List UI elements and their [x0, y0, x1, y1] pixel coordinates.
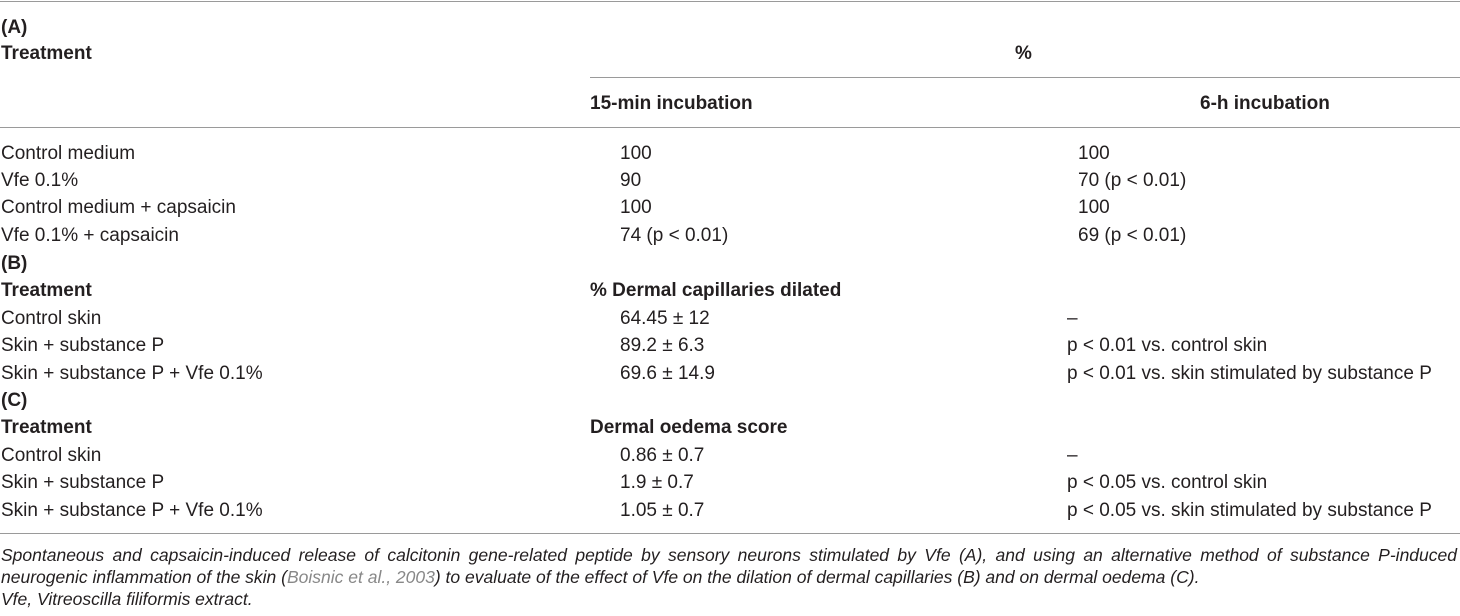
treatment-cell: Control skin: [1, 445, 102, 466]
value-cell: 69.6 ± 14.9: [620, 363, 715, 384]
treatment-cell: Control medium + capsaicin: [1, 197, 236, 218]
treatment-cell: Control medium: [1, 143, 136, 164]
table-row: [0, 140, 1460, 167]
note-cell: –: [1067, 308, 1078, 329]
section-b-value-header: % Dermal capillaries dilated: [590, 280, 842, 301]
value-cell: 89.2 ± 6.3: [620, 335, 705, 356]
section-c-value-header: Dermal oedema score: [590, 417, 788, 438]
section-b-label: (B): [1, 253, 28, 274]
col-6h-header: 6-h incubation: [1200, 93, 1330, 114]
value-15min-cell: 100: [620, 143, 652, 164]
section-c-treatment-header: Treatment: [1, 417, 92, 438]
section-a-subheader-row: [0, 90, 1460, 117]
section-c-label: (C): [1, 390, 28, 411]
value-6h-cell: 100: [1078, 197, 1110, 218]
note-cell: –: [1067, 445, 1078, 466]
section-c-header-row: [0, 414, 1460, 441]
note-cell: p < 0.01 vs. skin stimulated by substance P: [1067, 363, 1432, 384]
section-a-label: (A): [1, 17, 28, 38]
section-a-header-row: [0, 40, 1460, 67]
value-15min-cell: 90: [620, 170, 642, 191]
caption-line-1: Spontaneous and capsaicin-induced release of calcitonin gene-related peptide by sensory neurons stimulated by Vfe (A), and using an alternative method of substance P-induced: [1, 545, 1457, 565]
value-cell: 1.9 ± 0.7: [620, 472, 694, 493]
citation-link[interactable]: Boisnic et al., 2003: [286, 567, 435, 587]
treatment-cell: Skin + substance P + Vfe 0.1%: [1, 500, 263, 521]
section-a-treatment-header: Treatment: [1, 43, 92, 64]
value-15min-cell: 74 (p < 0.01): [620, 225, 729, 246]
table-row: [0, 222, 1460, 249]
value-6h-cell: 69 (p < 0.01): [1078, 225, 1187, 246]
table-caption: [1, 544, 1457, 610]
table-row: [0, 360, 1460, 387]
value-6h-cell: 70 (p < 0.01): [1078, 170, 1187, 191]
note-cell: p < 0.01 vs. control skin: [1067, 335, 1268, 356]
top-rule: [0, 1, 1460, 2]
caption-text: ) to evaluate of the effect of Vfe on the dilation of dermal capillaries (B) and on dermal oedema (C).: [434, 567, 1200, 587]
caption-text: neurogenic inflammation of the skin (: [1, 567, 287, 587]
treatment-cell: Vfe 0.1% + capsaicin: [1, 225, 179, 246]
treatment-cell: Skin + substance P: [1, 335, 165, 356]
table-row: [0, 469, 1460, 496]
table-row: [0, 194, 1460, 221]
section-c-label-row: [0, 387, 1460, 414]
note-cell: p < 0.05 vs. control skin: [1067, 472, 1268, 493]
caption-footnote: Vfe, Vitreoscilla filiformis extract.: [1, 589, 253, 609]
table-row: [0, 497, 1460, 524]
value-15min-cell: 100: [620, 197, 652, 218]
section-b-treatment-header: Treatment: [1, 280, 92, 301]
table-row: [0, 167, 1460, 194]
section-b-header-row: [0, 277, 1460, 304]
section-b-label-row: [0, 250, 1460, 277]
table-row: [0, 332, 1460, 359]
treatment-cell: Skin + substance P: [1, 472, 165, 493]
table-row: [0, 442, 1460, 469]
value-cell: 64.45 ± 12: [620, 308, 710, 329]
bottom-rule: [0, 533, 1460, 534]
note-cell: p < 0.05 vs. skin stimulated by substance P: [1067, 500, 1432, 521]
header-bottom-rule: [0, 127, 1460, 128]
treatment-cell: Control skin: [1, 308, 102, 329]
caption-line-2: [1, 566, 1457, 588]
value-6h-cell: 100: [1078, 143, 1110, 164]
col-15min-header: 15-min incubation: [590, 93, 753, 114]
value-cell: 0.86 ± 0.7: [620, 445, 705, 466]
section-a-percent-header: %: [1015, 43, 1032, 64]
treatment-cell: Vfe 0.1%: [1, 170, 79, 191]
section-a-label-row: [0, 14, 1460, 41]
treatment-cell: Skin + substance P + Vfe 0.1%: [1, 363, 263, 384]
table-row: [0, 305, 1460, 332]
percent-underline-rule: [590, 77, 1460, 78]
value-cell: 1.05 ± 0.7: [620, 500, 705, 521]
